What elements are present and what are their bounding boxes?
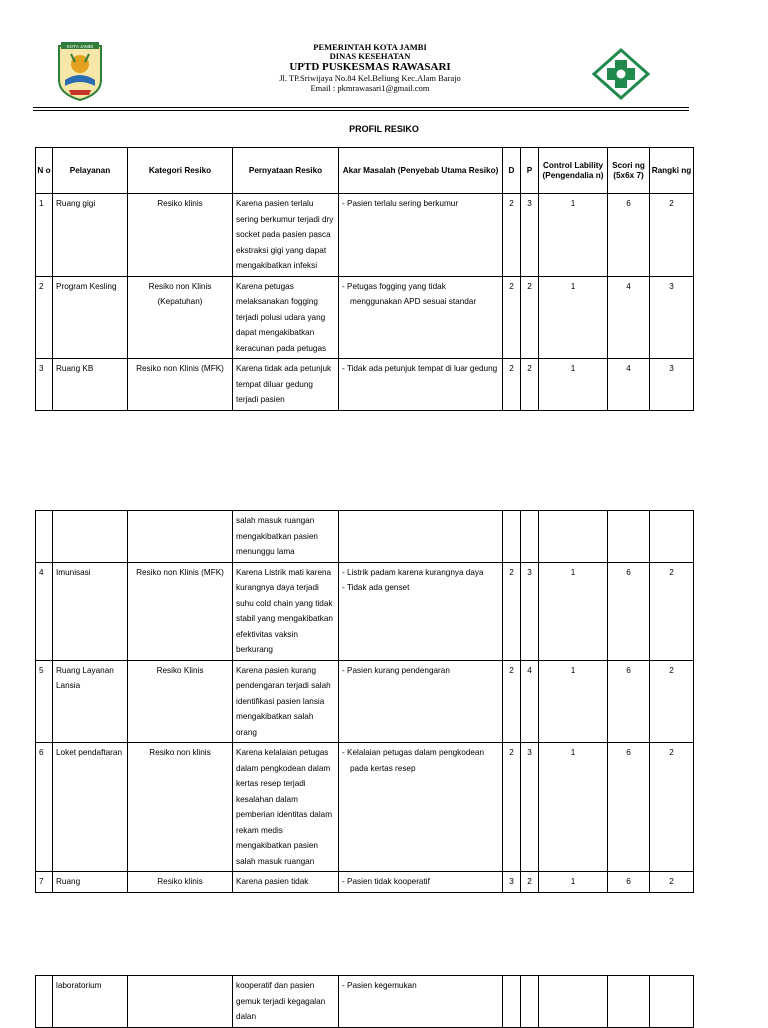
cell-control: [539, 976, 608, 1028]
risk-table-page1: [35, 147, 694, 411]
cell-ranking: 3: [650, 359, 694, 411]
cell-no: 4: [36, 562, 53, 660]
cell-pelayanan: Loket pendaftaran: [53, 743, 128, 872]
cell-akar: [339, 743, 503, 872]
akar-item: - Tidak ada petunjuk tempat di luar gedung: [342, 364, 498, 373]
cell-kategori: Resiko non Klinis (Kepatuhan): [128, 276, 233, 359]
table-row: [36, 976, 694, 1028]
akar-item: - Kelalaian petugas dalam pengkodean pada kertas resep: [342, 748, 485, 773]
cell-ranking: 2: [650, 743, 694, 872]
cell-pelayanan: [53, 511, 128, 563]
cell-kategori: Resiko non Klinis (MFK): [128, 359, 233, 411]
cell-control: 1: [539, 562, 608, 660]
cell-kategori: Resiko non Klinis (MFK): [128, 562, 233, 660]
cell-ranking: 3: [650, 276, 694, 359]
table-row: [36, 194, 694, 277]
cell-akar: [339, 976, 503, 1028]
akar-item: - Pasien tidak kooperatif: [342, 877, 430, 886]
cell-kategori: Resiko Klinis: [128, 660, 233, 743]
cell-pernyataan: salah masuk ruangan mengakibatkan pasien menunggu lama: [233, 511, 339, 563]
cell-p: 2: [521, 872, 539, 893]
cell-akar: [339, 359, 503, 411]
cell-ranking: 2: [650, 872, 694, 893]
cell-control: [539, 511, 608, 563]
akar-item: - Listrik padam karena kurangnya daya: [342, 567, 484, 577]
cell-p: [521, 976, 539, 1028]
cell-p: 3: [521, 743, 539, 872]
akar-item: - Petugas fogging yang tidak menggunakan APD sesuai standar: [342, 281, 477, 306]
cell-d: 2: [503, 276, 521, 359]
cell-d: 2: [503, 359, 521, 411]
puskesmas-logo: [592, 48, 650, 100]
cell-control: 1: [539, 359, 608, 411]
cell-p: [521, 511, 539, 563]
cell-d: 2: [503, 562, 521, 660]
col-header-pelayanan: Pelayanan: [53, 148, 128, 194]
col-header-control: Control Lability (Pengendalia n): [539, 148, 608, 194]
cell-pernyataan: Karena kelalaian petugas dalam pengkodean dalam kertas resep terjadi kesalahan dalam pemberian identitas dalam rekam medis mengakibatkan pasien salah masuk ruangan: [233, 743, 339, 872]
cell-scoring: 6: [608, 660, 650, 743]
cell-scoring: [608, 976, 650, 1028]
cell-control: 1: [539, 872, 608, 893]
risk-table-page2: [35, 510, 694, 893]
cell-no: 5: [36, 660, 53, 743]
akar-item: - Pasien terlalu sering berkumur: [342, 199, 459, 208]
cell-d: 2: [503, 194, 521, 277]
cell-pernyataan: Karena pasien tidak: [233, 872, 339, 893]
cell-scoring: 6: [608, 872, 650, 893]
cell-control: 1: [539, 276, 608, 359]
cell-no: 1: [36, 194, 53, 277]
cell-p: 3: [521, 562, 539, 660]
kota-jambi-logo: [55, 40, 105, 102]
header-institution: UPTD PUSKESMAS RAWASARI: [289, 61, 451, 73]
cell-no: 7: [36, 872, 53, 893]
col-header-kategori: Kategori Resiko: [128, 148, 233, 194]
cell-pernyataan: Karena Listrik mati karena kurangnya daya terjadi suhu cold chain yang tidak stabil yang mengakibatkan efektivitas vaksin berkurang: [233, 562, 339, 660]
cell-kategori: Resiko klinis: [128, 872, 233, 893]
cell-pernyataan: Karena pasien kurang pendengaran terjadi salah identifikasi pasien lansia mengakibatkan salah orang: [233, 660, 339, 743]
cell-ranking: [650, 976, 694, 1028]
cell-no: 2: [36, 276, 53, 359]
table-row: [36, 562, 694, 660]
akar-item: - Tidak ada genset: [342, 583, 410, 592]
header-department: DINAS KESEHATAN: [329, 51, 411, 61]
cell-akar: [339, 562, 503, 660]
document-title: PROFIL RESIKO: [349, 124, 419, 134]
risk-table-page3: [35, 975, 694, 1028]
cell-ranking: [650, 511, 694, 563]
cell-control: 1: [539, 743, 608, 872]
cell-scoring: [608, 511, 650, 563]
cell-p: 2: [521, 359, 539, 411]
cell-pelayanan: Ruang: [53, 872, 128, 893]
col-header-p: P: [521, 148, 539, 194]
col-header-ranking: Rangki ng: [650, 148, 694, 194]
cell-scoring: 6: [608, 194, 650, 277]
cell-ranking: 2: [650, 194, 694, 277]
cell-pelayanan: Ruang Layanan Lansia: [53, 660, 128, 743]
cell-no: 6: [36, 743, 53, 872]
table-row: [36, 743, 694, 872]
cell-pernyataan: Karena tidak ada petunjuk tempat diluar gedung terjadi pasien: [233, 359, 339, 411]
cell-p: 4: [521, 660, 539, 743]
cell-scoring: 6: [608, 562, 650, 660]
cell-akar: [339, 511, 503, 563]
header-government: PEMERINTAH KOTA JAMBI: [313, 42, 427, 52]
akar-item: - Pasien kurang pendengaran: [342, 665, 450, 675]
cell-d: 3: [503, 872, 521, 893]
cell-p: 2: [521, 276, 539, 359]
akar-item: - Pasien kegemukan: [342, 981, 417, 990]
col-header-d: D: [503, 148, 521, 194]
col-header-akar: Akar Masalah (Penyebab Utama Resiko): [339, 148, 503, 194]
table-row: [36, 359, 694, 411]
col-header-no: N o: [36, 148, 53, 194]
cell-pelayanan: Ruang KB: [53, 359, 128, 411]
cell-scoring: 4: [608, 359, 650, 411]
cell-pelayanan: laboratorium: [53, 976, 128, 1028]
table-row: [36, 276, 694, 359]
cell-scoring: 6: [608, 743, 650, 872]
document-header: [0, 0, 768, 112]
cell-no: [36, 511, 53, 563]
cell-pelayanan: Program Kesling: [53, 276, 128, 359]
col-header-scoring: Scori ng (5x6x 7): [608, 148, 650, 194]
cell-akar: [339, 194, 503, 277]
cell-control: 1: [539, 194, 608, 277]
cell-p: 3: [521, 194, 539, 277]
cell-pernyataan: Karena petugas melaksanakan fogging terjadi polusi udara yang dapat mengakibatkan keracunan pada petugas: [233, 276, 339, 359]
cell-d: 2: [503, 660, 521, 743]
cell-ranking: 2: [650, 660, 694, 743]
cell-kategori: Resiko non klinis: [128, 743, 233, 872]
cell-akar: [339, 660, 503, 743]
header-address: Jl. TP.Sriwijaya No.84 Kel.Beliung Kec.Alam Barajo: [279, 73, 461, 83]
cell-kategori: Resiko klinis: [128, 194, 233, 277]
cell-akar: [339, 276, 503, 359]
cell-d: [503, 511, 521, 563]
table-row: [36, 660, 694, 743]
cell-no: 3: [36, 359, 53, 411]
table-header-row: [36, 148, 694, 194]
header-rule-thick: [33, 107, 689, 108]
header-rule-thin: [33, 110, 689, 111]
table-row: [36, 511, 694, 563]
cell-d: [503, 976, 521, 1028]
col-header-pernyataan: Pernyataan Resiko: [233, 148, 339, 194]
svg-text:KOTA JAMBI: KOTA JAMBI: [66, 44, 94, 49]
cell-akar: [339, 872, 503, 893]
cell-no: [36, 976, 53, 1028]
cell-kategori: [128, 976, 233, 1028]
cell-pelayanan: Ruang gigi: [53, 194, 128, 277]
header-text-block: [200, 43, 540, 93]
cell-control: 1: [539, 660, 608, 743]
header-email: Email : pkmrawasari1@gmail.com: [310, 83, 430, 93]
cell-kategori: [128, 511, 233, 563]
table-row: [36, 872, 694, 893]
cell-pernyataan: Karena pasien terlalu sering berkumur terjadi dry socket pada pasien pasca ekstraksi gigi yang dapat mengakibatkan infeksi: [233, 194, 339, 277]
cell-pelayanan: Imunisasi: [53, 562, 128, 660]
cell-d: 2: [503, 743, 521, 872]
cell-ranking: 2: [650, 562, 694, 660]
cell-scoring: 4: [608, 276, 650, 359]
cell-pernyataan: kooperatif dan pasien gemuk terjadi kegagalan dalan: [233, 976, 339, 1028]
